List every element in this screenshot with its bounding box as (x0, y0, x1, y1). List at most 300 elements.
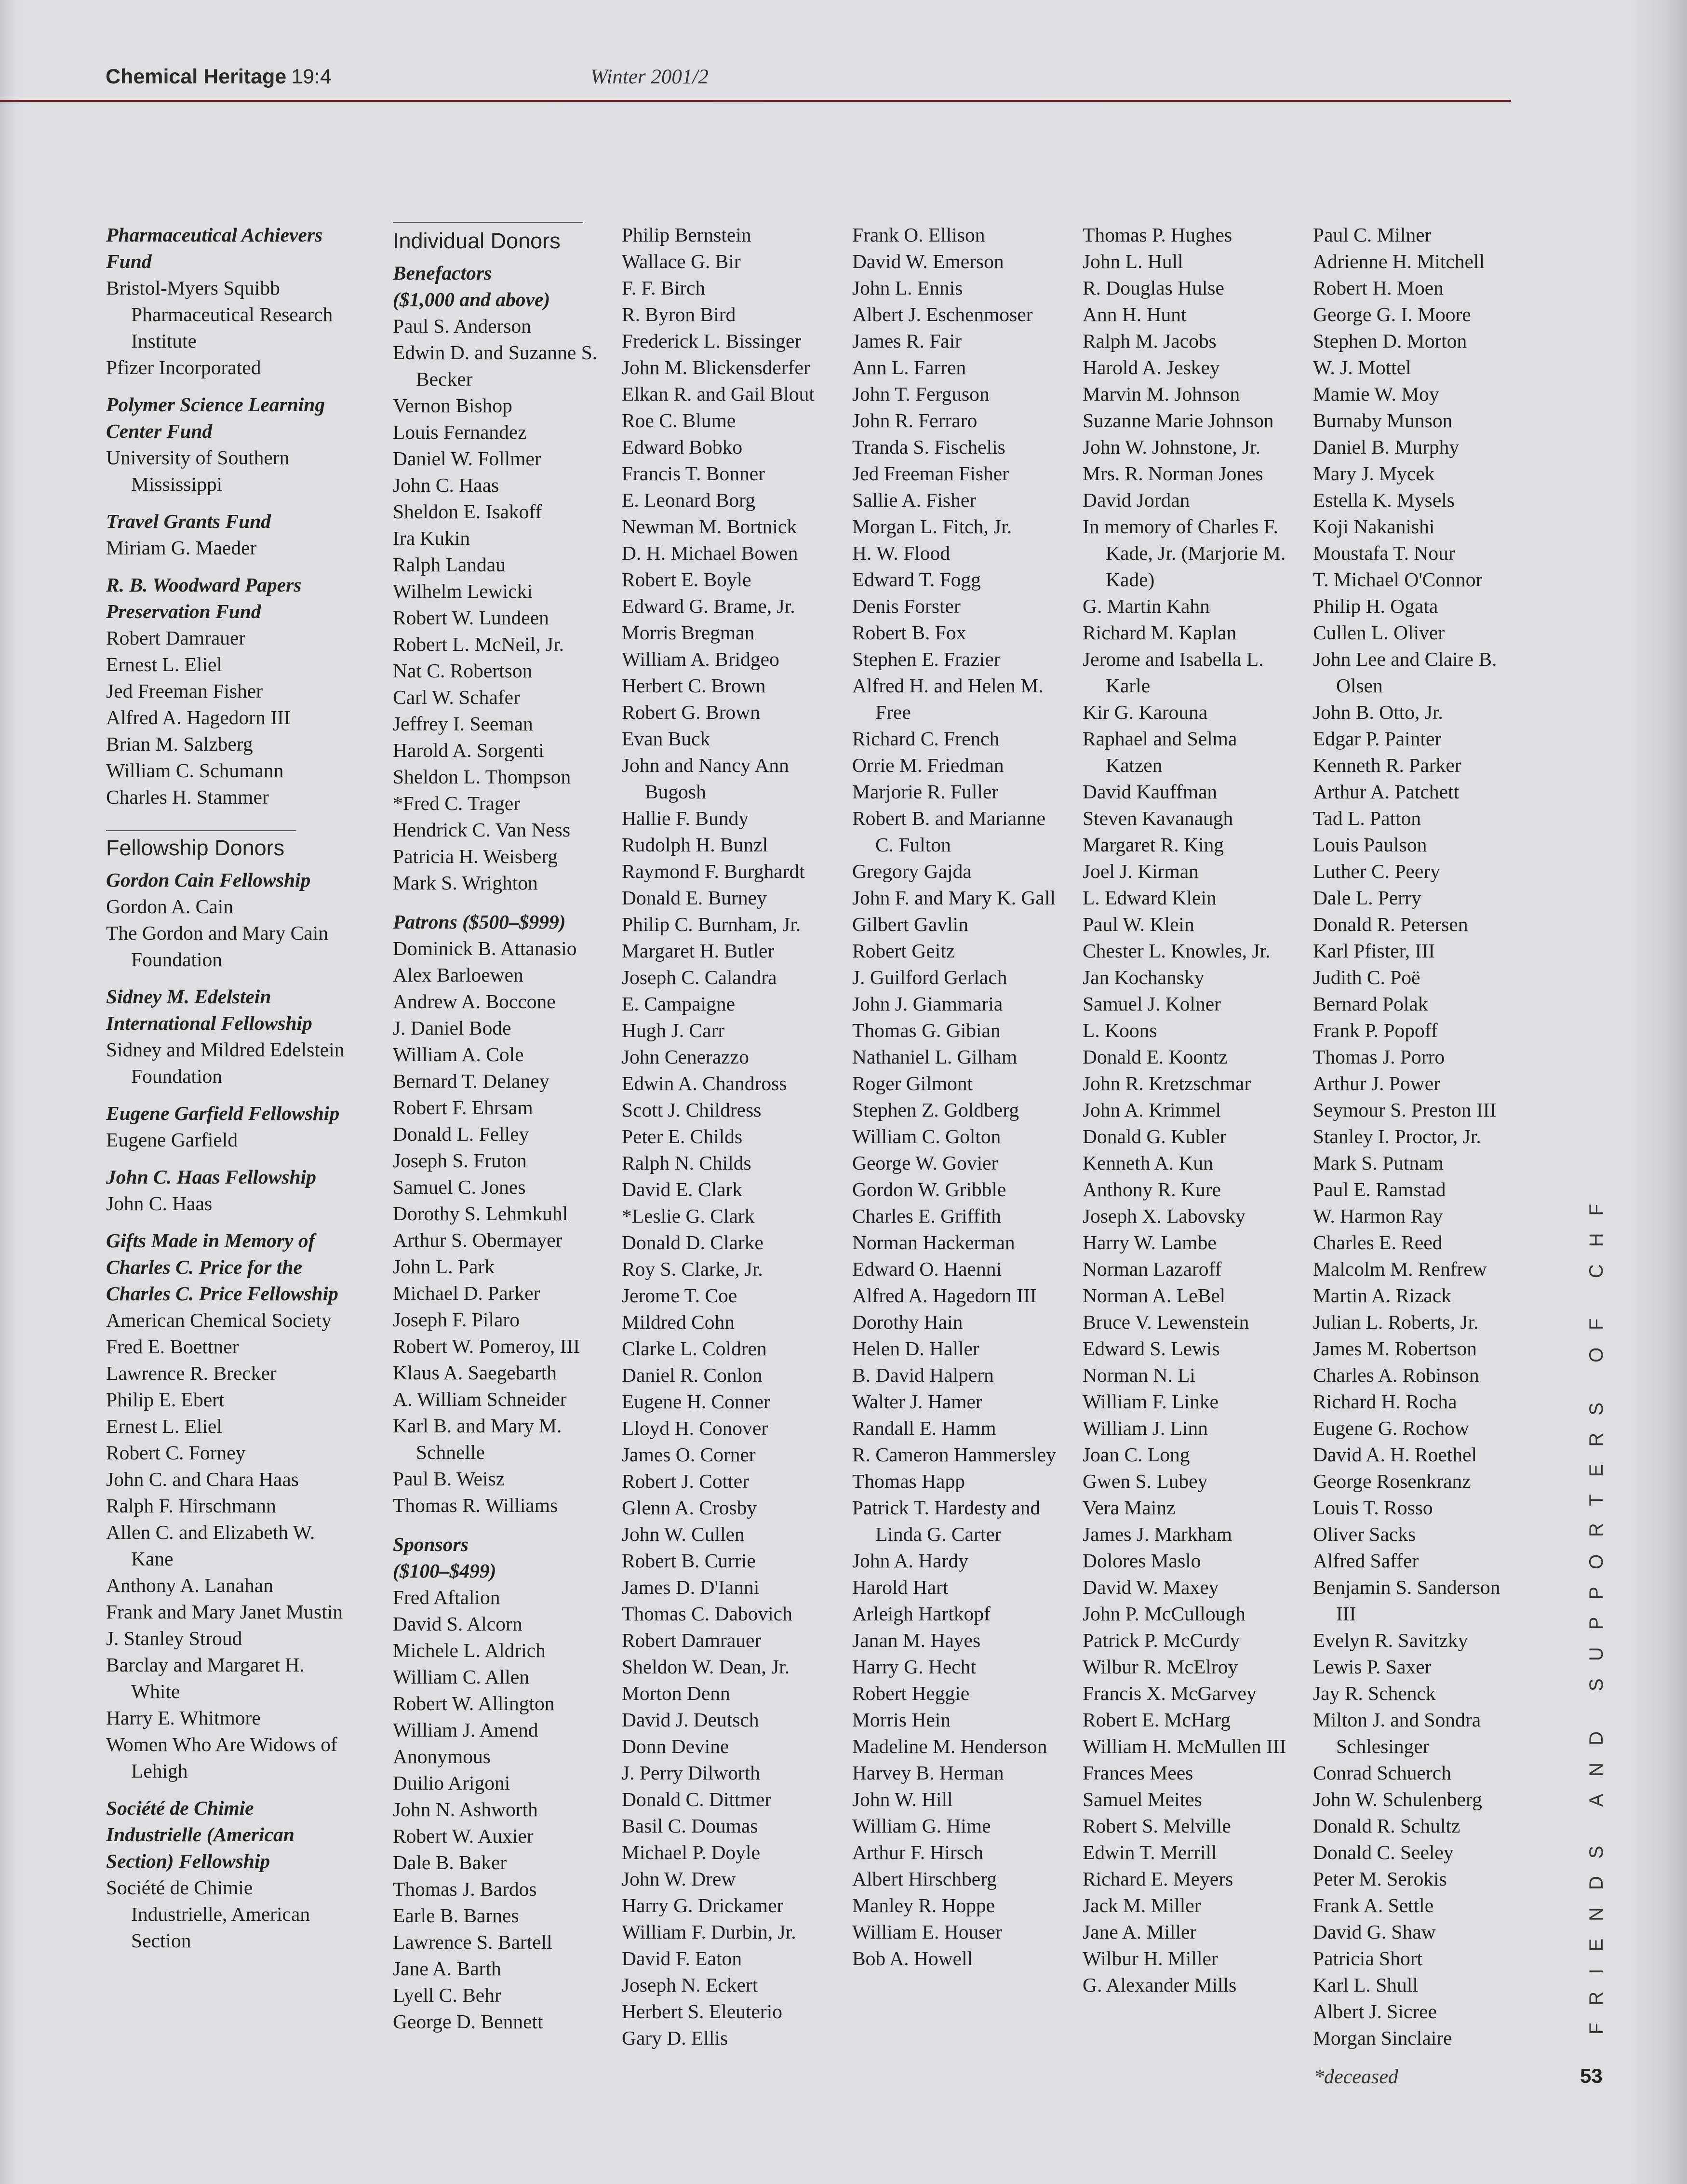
donor-entry: Robert B. Fox (852, 621, 966, 644)
donor-entry: Joel J. Kirman (1083, 860, 1199, 882)
donor-entry: Hugh J. Carr (622, 1019, 725, 1041)
donor-entry: Francis X. McGarvey (1083, 1682, 1257, 1704)
donor-entry: Lawrence R. Brecker (106, 1362, 277, 1384)
donor-entry: Roe C. Blume (622, 409, 736, 431)
donor-entry: Dorothy Hain (852, 1311, 963, 1333)
donor-entry: Mark S. Putnam (1313, 1152, 1444, 1174)
donor-entry: John W. Hill (852, 1788, 953, 1810)
donor-entry: Conrad Schuerch (1313, 1762, 1451, 1784)
donor-entry: Mary J. Mycek (1313, 462, 1435, 485)
donor-entry: L. Koons (1083, 1019, 1157, 1041)
donor-entry: Gary D. Ellis (622, 2027, 728, 2049)
donor-entry: Milton J. and Sondra Schlesinger (1313, 1709, 1481, 1757)
donor-entry: Thomas J. Porro (1313, 1046, 1445, 1068)
donor-entry: Robert E. McHarg (1083, 1709, 1231, 1731)
donor-entry: Anthony A. Lanahan (106, 1574, 273, 1596)
donor-entry: Miriam G. Maeder (106, 537, 257, 559)
donor-entry: Clarke L. Coldren (622, 1337, 767, 1360)
donor-entry: Philip E. Ebert (106, 1389, 225, 1411)
donor-entry: Charles A. Robinson (1313, 1364, 1479, 1386)
donor-entry: Richard H. Rocha (1313, 1390, 1457, 1413)
donor-entry: Ralph Landau (393, 553, 506, 576)
donor-entry: Sheldon E. Isakoff (393, 500, 542, 523)
donor-entry: Steven Kavanaugh (1083, 807, 1233, 829)
donor-entry: Philip C. Burnham, Jr. (622, 913, 801, 935)
donor-entry: Eugene G. Rochow (1313, 1417, 1469, 1439)
column-1 (106, 222, 347, 1954)
donor-entry: David A. H. Roethel (1313, 1443, 1477, 1466)
donor-entry: John C. and Chara Haas (106, 1468, 299, 1490)
donor-entry: William E. Houser (852, 1921, 1002, 1943)
donor-entry: Thomas G. Gibian (852, 1019, 1001, 1041)
patrons-heading: Patrons ($500–$999) (393, 911, 566, 933)
page-number: 53 (1580, 2064, 1603, 2087)
donor-entry: Edward Bobko (622, 436, 743, 458)
donor-entry: Paul W. Klein (1083, 913, 1194, 935)
donor-entry: John C. Haas (393, 474, 499, 496)
donor-entry: Kir G. Karouna (1083, 701, 1208, 723)
donor-entry: Nathaniel L. Gilham (852, 1046, 1018, 1068)
donor-entry: Alfred Saffer (1313, 1550, 1419, 1572)
donor-entry: Alfred H. and Helen M. Free (852, 674, 1044, 723)
donor-entry: Albert Hirschberg (852, 1868, 997, 1890)
donor-entry: Frank O. Ellison (852, 224, 985, 246)
deceased-footnote: *deceased (1314, 2066, 1398, 2088)
donor-entry: Donald G. Kubler (1083, 1125, 1227, 1147)
donor-entry: Denis Forster (852, 595, 961, 617)
donor-entry: John W. Cullen (622, 1523, 745, 1545)
donor-entry: John C. Haas (106, 1192, 213, 1214)
donor-entry: Arthur A. Patchett (1313, 781, 1459, 803)
donor-entry: Earle B. Barnes (393, 1904, 519, 1927)
donor-entry: John L. Hull (1083, 250, 1183, 272)
donor-entry: Orrie M. Friedman (852, 754, 1004, 776)
donor-entry: Jane A. Barth (393, 1957, 501, 1980)
donor-entry: William C. Golton (852, 1125, 1001, 1147)
donor-entry: George D. Bennett (393, 2010, 543, 2033)
donor-entry: Manley R. Hoppe (852, 1894, 995, 1916)
donor-entry: Ralph F. Hirschmann (106, 1495, 276, 1517)
donor-entry: Patrick T. Hardesty and Linda G. Carter (852, 1496, 1041, 1545)
donor-entry: H. W. Flood (852, 542, 950, 564)
donor-entry: Jay R. Schenck (1313, 1682, 1436, 1704)
donor-entry: John Lee and Claire B. Olsen (1313, 648, 1497, 697)
donor-entry: Bristol-Myers Squibb Pharmaceutical Research Institute (106, 277, 333, 352)
donor-entry: Donald C. Seeley (1313, 1841, 1454, 1863)
donor-entry: Edward G. Brame, Jr. (622, 595, 795, 617)
donor-entry: Randall E. Hamm (852, 1417, 996, 1439)
fund-title: Polymer Science Learning Center Fund (106, 393, 325, 442)
donor-entry: Mark S. Wrighton (393, 872, 538, 894)
donor-entry: Daniel R. Conlon (622, 1364, 763, 1386)
donor-entry: Ira Kukin (393, 527, 470, 549)
donor-entry: Francis T. Bonner (622, 462, 765, 485)
donor-entry: Gilbert Gavlin (852, 913, 968, 935)
donor-entry: John J. Giammaria (852, 993, 1003, 1015)
donor-entry: Adrienne H. Mitchell (1313, 250, 1485, 272)
donor-entry: Morris Bregman (622, 621, 755, 644)
donor-entry: Alex Barloewen (393, 964, 523, 986)
donor-entry: David S. Alcorn (393, 1613, 522, 1635)
donor-entry: Edwin T. Merrill (1083, 1841, 1217, 1863)
donor-entry: Julian L. Roberts, Jr. (1313, 1311, 1479, 1333)
donor-entry: Margaret H. Butler (622, 940, 775, 962)
donor-entry: Vernon Bishop (393, 394, 512, 417)
donor-entry: Samuel J. Kolner (1083, 993, 1221, 1015)
donor-entry: Carl W. Schafer (393, 686, 520, 708)
column-5 (1083, 222, 1290, 1998)
fund-title: Travel Grants Fund (106, 510, 271, 532)
donor-entry: Robert W. Lundeen (393, 607, 549, 629)
donor-entry: Anonymous (393, 1745, 491, 1767)
donor-entry: Richard C. French (852, 728, 1000, 750)
donor-entry: *Fred C. Trager (393, 792, 520, 814)
donor-entry: Stephen Z. Goldberg (852, 1099, 1019, 1121)
donor-entry: John and Nancy Ann Bugosh (622, 754, 789, 803)
donor-entry: Wilbur R. McElroy (1083, 1656, 1238, 1678)
donor-entry: Nat C. Robertson (393, 660, 533, 682)
donor-entry: Lawrence S. Bartell (393, 1931, 552, 1953)
issue-season: Winter 2001/2 (590, 66, 709, 88)
donor-entry: Lyell C. Behr (393, 1984, 501, 2006)
donor-entry: Roger Gilmont (852, 1072, 973, 1094)
issue-number: 19:4 (291, 65, 332, 88)
donor-entry: Edward T. Fogg (852, 568, 981, 591)
donor-entry: J. Guilford Gerlach (852, 966, 1007, 988)
donor-entry: Harold A. Jeskey (1083, 356, 1220, 378)
funds-list (106, 222, 347, 810)
donor-entry: Chester L. Knowles, Jr. (1083, 940, 1271, 962)
donor-entry: David W. Maxey (1083, 1576, 1219, 1598)
donor-entry: John T. Ferguson (852, 383, 990, 405)
donor-entry: James O. Corner (622, 1443, 756, 1466)
donor-entry: Wilhelm Lewicki (393, 580, 533, 602)
benefactors-list (393, 313, 600, 896)
donor-entry: Edwin D. and Suzanne S. Becker (393, 341, 598, 390)
sponsors-list (393, 1584, 600, 2035)
fund-title: Pharmaceutical Achievers Fund (106, 224, 323, 272)
donor-entry: John B. Otto, Jr. (1313, 701, 1443, 723)
donor-entry: Dale L. Perry (1313, 887, 1421, 909)
donor-entry: Robert J. Cotter (622, 1470, 749, 1492)
donor-entry: John M. Blickensderfer (622, 356, 810, 378)
donor-entry: Basil C. Doumas (622, 1815, 758, 1837)
donor-entry: Harry G. Hecht (852, 1656, 976, 1678)
donor-entry: Jack M. Miller (1083, 1894, 1201, 1916)
donor-entry: John N. Ashworth (393, 1798, 538, 1820)
donor-entry: Duilio Arigoni (393, 1772, 510, 1794)
donor-entry: Thomas C. Dabovich (622, 1603, 792, 1625)
section-divider (393, 222, 583, 223)
donor-entry: Robert S. Melville (1083, 1815, 1231, 1837)
donor-entry: James R. Fair (852, 330, 962, 352)
fund-title: R. B. Woodward Papers Preservation Fund (106, 574, 302, 622)
donor-entry: Koji Nakanishi (1313, 515, 1435, 538)
donor-entry: Bruce V. Lewenstein (1083, 1311, 1249, 1333)
donor-entry: Dolores Maslo (1083, 1550, 1201, 1572)
donor-entry: John W. Schulenberg (1313, 1788, 1482, 1810)
donor-entry: Norman A. LeBel (1083, 1284, 1226, 1307)
donor-entry: Benjamin S. Sanderson III (1313, 1576, 1500, 1625)
donor-entry: Glenn A. Crosby (622, 1496, 757, 1519)
donor-entry: William C. Schumann (106, 759, 284, 782)
donor-entry: Joseph N. Eckert (622, 1974, 758, 1996)
donor-entry: Société de Chimie Industrielle, American Section (106, 1876, 310, 1952)
donor-entry: Roy S. Clarke, Jr. (622, 1258, 763, 1280)
donor-entry: Charles H. Stammer (106, 786, 269, 808)
donor-entry: Paul E. Ramstad (1313, 1178, 1446, 1200)
donor-entry: Norman Lazaroff (1083, 1258, 1222, 1280)
donor-entry: Wallace G. Bir (622, 250, 741, 272)
donor-entry: Gordon A. Cain (106, 895, 233, 917)
donor-entry: Kenneth A. Kun (1083, 1152, 1213, 1174)
donor-entry: Martin A. Rizack (1313, 1284, 1451, 1307)
donor-entry: Patricia Short (1313, 1947, 1423, 1969)
donor-entry: Lewis P. Saxer (1313, 1656, 1432, 1678)
benefactors-heading: Benefactors ($1,000 and above) (393, 262, 550, 310)
donor-entry: Frank P. Popoff (1313, 1019, 1438, 1041)
donor-entry: Edgar P. Painter (1313, 728, 1442, 750)
donor-entry: Robert L. McNeil, Jr. (393, 633, 564, 655)
donor-entry: Jerome and Isabella L. Karle (1083, 648, 1264, 697)
donor-entry: John A. Hardy (852, 1550, 968, 1572)
donor-entry: David W. Emerson (852, 250, 1004, 272)
donor-entry: Arthur J. Power (1313, 1072, 1440, 1094)
donor-entry: R. Douglas Hulse (1083, 277, 1224, 299)
donor-entry: Albert J. Sicree (1313, 2000, 1437, 2022)
donor-entry: Joseph F. Pilaro (393, 1308, 520, 1331)
donor-entry: Arleigh Hartkopf (852, 1603, 991, 1625)
donor-entry: Sheldon W. Dean, Jr. (622, 1656, 790, 1678)
donor-entry: J. Daniel Bode (393, 1017, 511, 1039)
donor-entry: Elkan R. and Gail Blout (622, 383, 815, 405)
donor-entry: Robert W. Pomeroy, III (393, 1335, 580, 1357)
donor-entry: David G. Shaw (1313, 1921, 1436, 1943)
donor-entry: Fred Aftalion (393, 1586, 500, 1608)
donor-entry: Evelyn R. Savitzky (1313, 1629, 1468, 1651)
donor-entry: B. David Halpern (852, 1364, 994, 1386)
donor-entry: Gwen S. Lubey (1083, 1470, 1208, 1492)
donor-entry: David E. Clark (622, 1178, 743, 1200)
donor-entry: Joan C. Long (1083, 1443, 1190, 1466)
donor-entry: Eugene Garfield (106, 1129, 238, 1151)
donor-entry: George Rosenkranz (1313, 1470, 1471, 1492)
fund-title: John C. Haas Fellowship (106, 1166, 316, 1188)
donor-entry: Walter J. Hamer (852, 1390, 982, 1413)
donor-entry: Suzanne Marie Johnson (1083, 409, 1274, 431)
donor-entry: Donald E. Burney (622, 887, 767, 909)
donor-entry: Hallie F. Bundy (622, 807, 749, 829)
donor-entry: Eugene H. Conner (622, 1390, 770, 1413)
donor-entry: Robert B. and Marianne C. Fulton (852, 807, 1046, 856)
donor-entry: Raymond F. Burghardt (622, 860, 805, 882)
donor-entry: Donald R. Petersen (1313, 913, 1468, 935)
donor-entry: Sallie A. Fisher (852, 489, 977, 511)
donor-entry: Charles E. Griffith (852, 1205, 1002, 1227)
donor-entry: Ernest L. Eliel (106, 653, 222, 675)
fund-title: Eugene Garfield Fellowship (106, 1102, 340, 1124)
donor-entry: Paul C. Milner (1313, 224, 1432, 246)
donor-entry: Michele L. Aldrich (393, 1639, 546, 1661)
fund-title: Sidney M. Edelstein International Fellowship (106, 985, 312, 1034)
donor-entry: Marvin M. Johnson (1083, 383, 1240, 405)
donor-entry: Samuel Meites (1083, 1788, 1202, 1810)
donor-entry: University of Southern Mississippi (106, 446, 290, 495)
donor-entry: Frank and Mary Janet Mustin (106, 1601, 343, 1623)
donor-entry: Scott J. Childress (622, 1099, 762, 1121)
donor-entry: Robert H. Moen (1313, 277, 1444, 299)
donor-entry: Women Who Are Widows of Lehigh (106, 1733, 337, 1782)
donor-entry: William J. Amend (393, 1719, 538, 1741)
donor-entry: Michael P. Doyle (622, 1841, 760, 1863)
donor-entry: Arthur S. Obermayer (393, 1229, 562, 1251)
donor-entry: Sheldon L. Thompson (393, 766, 571, 788)
fund-title: Gordon Cain Fellowship (106, 869, 311, 891)
donor-entry: James D. D'Ianni (622, 1576, 760, 1598)
donor-entry: Michael D. Parker (393, 1282, 540, 1304)
donor-entry: Philip Bernstein (622, 224, 751, 246)
donor-entry: James M. Robertson (1313, 1337, 1477, 1360)
donor-entry: Helen D. Haller (852, 1337, 979, 1360)
donor-entry: E. Leonard Borg (622, 489, 755, 511)
donor-entry: Louis Fernandez (393, 421, 527, 443)
donor-entry: L. Edward Klein (1083, 887, 1217, 909)
donor-entry: Thomas P. Hughes (1083, 224, 1232, 246)
donor-entry: David J. Deutsch (622, 1709, 759, 1731)
donor-entry: Jan Kochansky (1083, 966, 1205, 988)
donor-entry: Judith C. Poë (1313, 966, 1420, 988)
donor-entry: Morris Hein (852, 1709, 951, 1731)
donor-entry: Mildred Cohn (622, 1311, 735, 1333)
donor-entry: Dominick B. Attanasio (393, 937, 577, 959)
donor-entry: Paul S. Anderson (393, 315, 532, 337)
column-4 (852, 222, 1059, 1972)
donor-entry: J. Perry Dilworth (622, 1762, 761, 1784)
individual-donors-heading: Individual Donors (393, 229, 561, 253)
donor-entry: Karl Pfister, III (1313, 940, 1435, 962)
donor-entry: Mamie W. Moy (1313, 383, 1439, 405)
donor-entry: George G. I. Moore (1313, 303, 1471, 325)
donor-entry: William F. Linke (1083, 1390, 1219, 1413)
donor-entry: Robert Damrauer (106, 627, 246, 649)
donor-entry: John R. Ferraro (852, 409, 977, 431)
donor-entry: John A. Krimmel (1083, 1099, 1221, 1121)
donor-entry: Malcolm M. Renfrew (1313, 1258, 1487, 1280)
donor-entry: James J. Markham (1083, 1523, 1232, 1545)
donor-entry: F. F. Birch (622, 277, 706, 299)
donor-entry: Pfizer Incorporated (106, 356, 261, 378)
publication-title: Chemical Heritage 19:4 (106, 65, 332, 88)
donor-entry: Burnaby Munson (1313, 409, 1453, 431)
donor-entry: Ernest L. Eliel (106, 1415, 222, 1437)
donor-entry: Harry W. Lambe (1083, 1231, 1217, 1254)
donor-entry: Arthur F. Hirsch (852, 1841, 984, 1863)
donor-entry: Harvey B. Herman (852, 1762, 1004, 1784)
donor-entry: Alfred A. Hagedorn III (852, 1284, 1037, 1307)
donor-entry: Robert Geitz (852, 940, 955, 962)
donor-entry: G. Martin Kahn (1083, 595, 1210, 617)
donor-entry: A. William Schneider (393, 1388, 567, 1410)
donor-entry: Thomas R. Williams (393, 1494, 558, 1516)
donor-entry: Richard M. Kaplan (1083, 621, 1237, 644)
donor-entry: Philip H. Ogata (1313, 595, 1438, 617)
donor-entry: Morton Denn (622, 1682, 730, 1704)
donor-entry: Edward O. Haenni (852, 1258, 1002, 1280)
donor-entry: William G. Hime (852, 1815, 991, 1837)
donor-entry: Donald L. Felley (393, 1123, 529, 1145)
donor-entry: Andrew A. Boccone (393, 990, 556, 1012)
donor-entry: Evan Buck (622, 728, 710, 750)
column-2 (393, 222, 600, 2035)
donor-entry: Gordon W. Gribble (852, 1178, 1006, 1200)
donor-entry: American Chemical Society (106, 1309, 332, 1331)
donor-entry: The Gordon and Mary Cain Foundation (106, 922, 328, 971)
donor-entry: Gregory Gajda (852, 860, 972, 882)
donor-entry: Robert F. Ehrsam (393, 1096, 533, 1119)
donor-entry: Vera Mainz (1083, 1496, 1176, 1519)
donor-entry: Samuel C. Jones (393, 1176, 526, 1198)
donor-entry: Harry E. Whitmore (106, 1707, 261, 1729)
side-section-label: FRIENDS AND SUPPORTERS OF CHF (1586, 1186, 1607, 2035)
header-rule (0, 100, 1511, 102)
donor-entry: Harold A. Sorgenti (393, 739, 544, 761)
donor-entry: Louis T. Rosso (1313, 1496, 1433, 1519)
donor-entry: Donald R. Schultz (1313, 1815, 1460, 1837)
donor-entry: William H. McMullen III (1083, 1735, 1286, 1757)
donor-entry: E. Campaigne (622, 993, 736, 1015)
donor-entry: John P. McCullough (1083, 1603, 1245, 1625)
donor-entry: Cullen L. Oliver (1313, 621, 1445, 644)
donor-entry: Hendrick C. Van Ness (393, 819, 571, 841)
donor-entry: Morgan Sinclaire (1313, 2027, 1452, 2049)
donor-entry: Frank A. Settle (1313, 1894, 1434, 1916)
donor-entry: Oliver Sacks (1313, 1523, 1416, 1545)
donor-entry: R. Cameron Hammersley (852, 1443, 1056, 1466)
donor-entry: Daniel B. Murphy (1313, 436, 1459, 458)
donor-entry: Patrick P. McCurdy (1083, 1629, 1240, 1651)
fund-title: Société de Chimie Industrielle (American Section) Fellowship (106, 1797, 295, 1872)
donor-entry: Stanley I. Proctor, Jr. (1313, 1125, 1481, 1147)
donor-entry: Karl B. and Mary M. Schnelle (393, 1415, 562, 1463)
donor-entry: William A. Cole (393, 1043, 524, 1065)
donor-entry: Janan M. Hayes (852, 1629, 981, 1651)
donor-entry: Edwin A. Chandross (622, 1072, 787, 1094)
donor-entry: Donald D. Clarke (622, 1231, 763, 1254)
donor-entry: Newman M. Bortnick (622, 515, 797, 538)
donor-entry: Rudolph H. Bunzl (622, 834, 768, 856)
donor-entry: Estella K. Mysels (1313, 489, 1455, 511)
donor-entry: Donald C. Dittmer (622, 1788, 772, 1810)
donor-entry: In memory of Charles F. Kade, Jr. (Marjorie M. Kade) (1083, 515, 1286, 591)
donor-entry: Harry G. Drickamer (622, 1894, 784, 1916)
donor-entry: Donald E. Koontz (1083, 1046, 1228, 1068)
donor-entry: Joseph S. Fruton (393, 1149, 527, 1172)
donor-entry: Robert Heggie (852, 1682, 970, 1704)
donor-entry: G. Alexander Mills (1083, 1974, 1237, 1996)
donor-entry: Ann L. Farren (852, 356, 966, 378)
donor-entry: Jerome T. Coe (622, 1284, 737, 1307)
donor-entry: Brian M. Salzberg (106, 733, 253, 755)
sponsors-heading: Sponsors ($100–$499) (393, 1533, 496, 1582)
donor-entry: Ralph M. Jacobs (1083, 330, 1217, 352)
donor-entry: Robert Damrauer (622, 1629, 762, 1651)
donor-entry: Robert W. Allington (393, 1692, 555, 1714)
donor-entry: Robert C. Forney (106, 1442, 246, 1464)
donor-entry: David Jordan (1083, 489, 1190, 511)
column-3 (622, 222, 829, 2051)
donor-entry: William J. Linn (1083, 1417, 1208, 1439)
patrons-list (393, 935, 600, 1519)
